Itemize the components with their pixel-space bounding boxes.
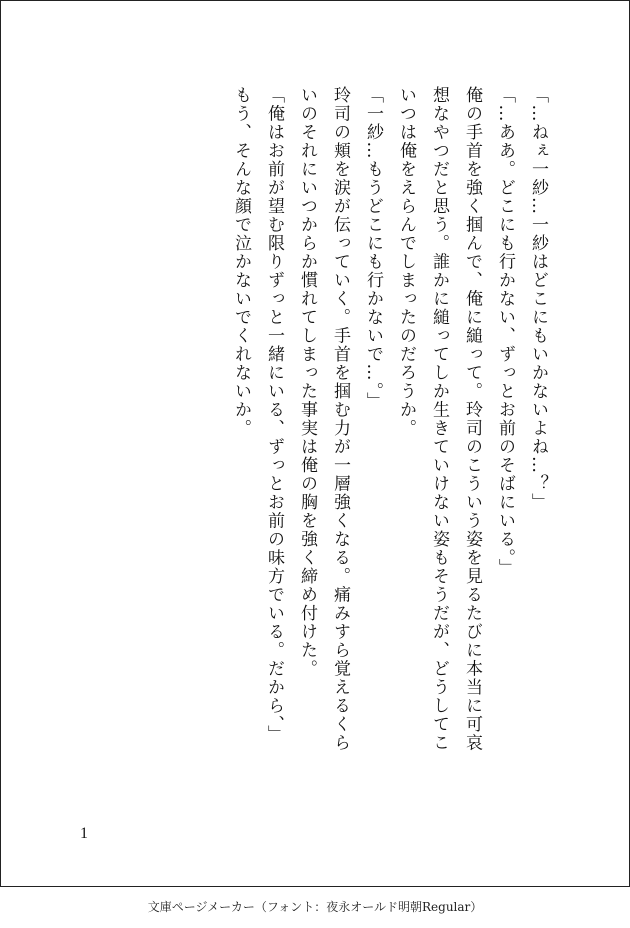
text-line: 想なやつだと思う。誰かに縋ってしか生きていけない姿もそうだが、どうしてこ — [429, 86, 449, 752]
text-line: 「俺はお前が望む限りずっと一緒にいる、ずっとお前の味方でいる。だから、」 — [264, 86, 284, 744]
text-line: いのそれにいつからか慣れてしまった事実は俺の胸を強く締め付けた。 — [297, 86, 317, 678]
text-line: 「…ねぇ一紗…一紗はどこにもいかないよね…？」 — [528, 86, 548, 512]
text-line: 「…ああ。どこにも行かない、ずっとお前のそばにいる。」 — [495, 86, 515, 577]
text-line: もう、そんな顔で泣かないでくれないか。 — [231, 86, 251, 438]
text-line: 玲司の頬を涙が伝っていく。手首を掴む力が一層強くなる。痛みすら覚えるくら — [330, 86, 350, 752]
text-line: 俺の手首を強く掴んで、俺に縋って。玲司のこういう姿を見るたびに本当に可哀 — [462, 86, 482, 752]
footer-credit: 文庫ページメーカー（フォント：夜永オールド明朝Regular） — [147, 900, 483, 914]
vertical-text-body — [224, 86, 554, 806]
text-line: 「一紗…もうどこにも行かないで…。」 — [363, 86, 383, 411]
text-line: いつは俺をえらんでしまったのだろうか。 — [396, 86, 416, 438]
page-number: 1 — [80, 825, 88, 842]
